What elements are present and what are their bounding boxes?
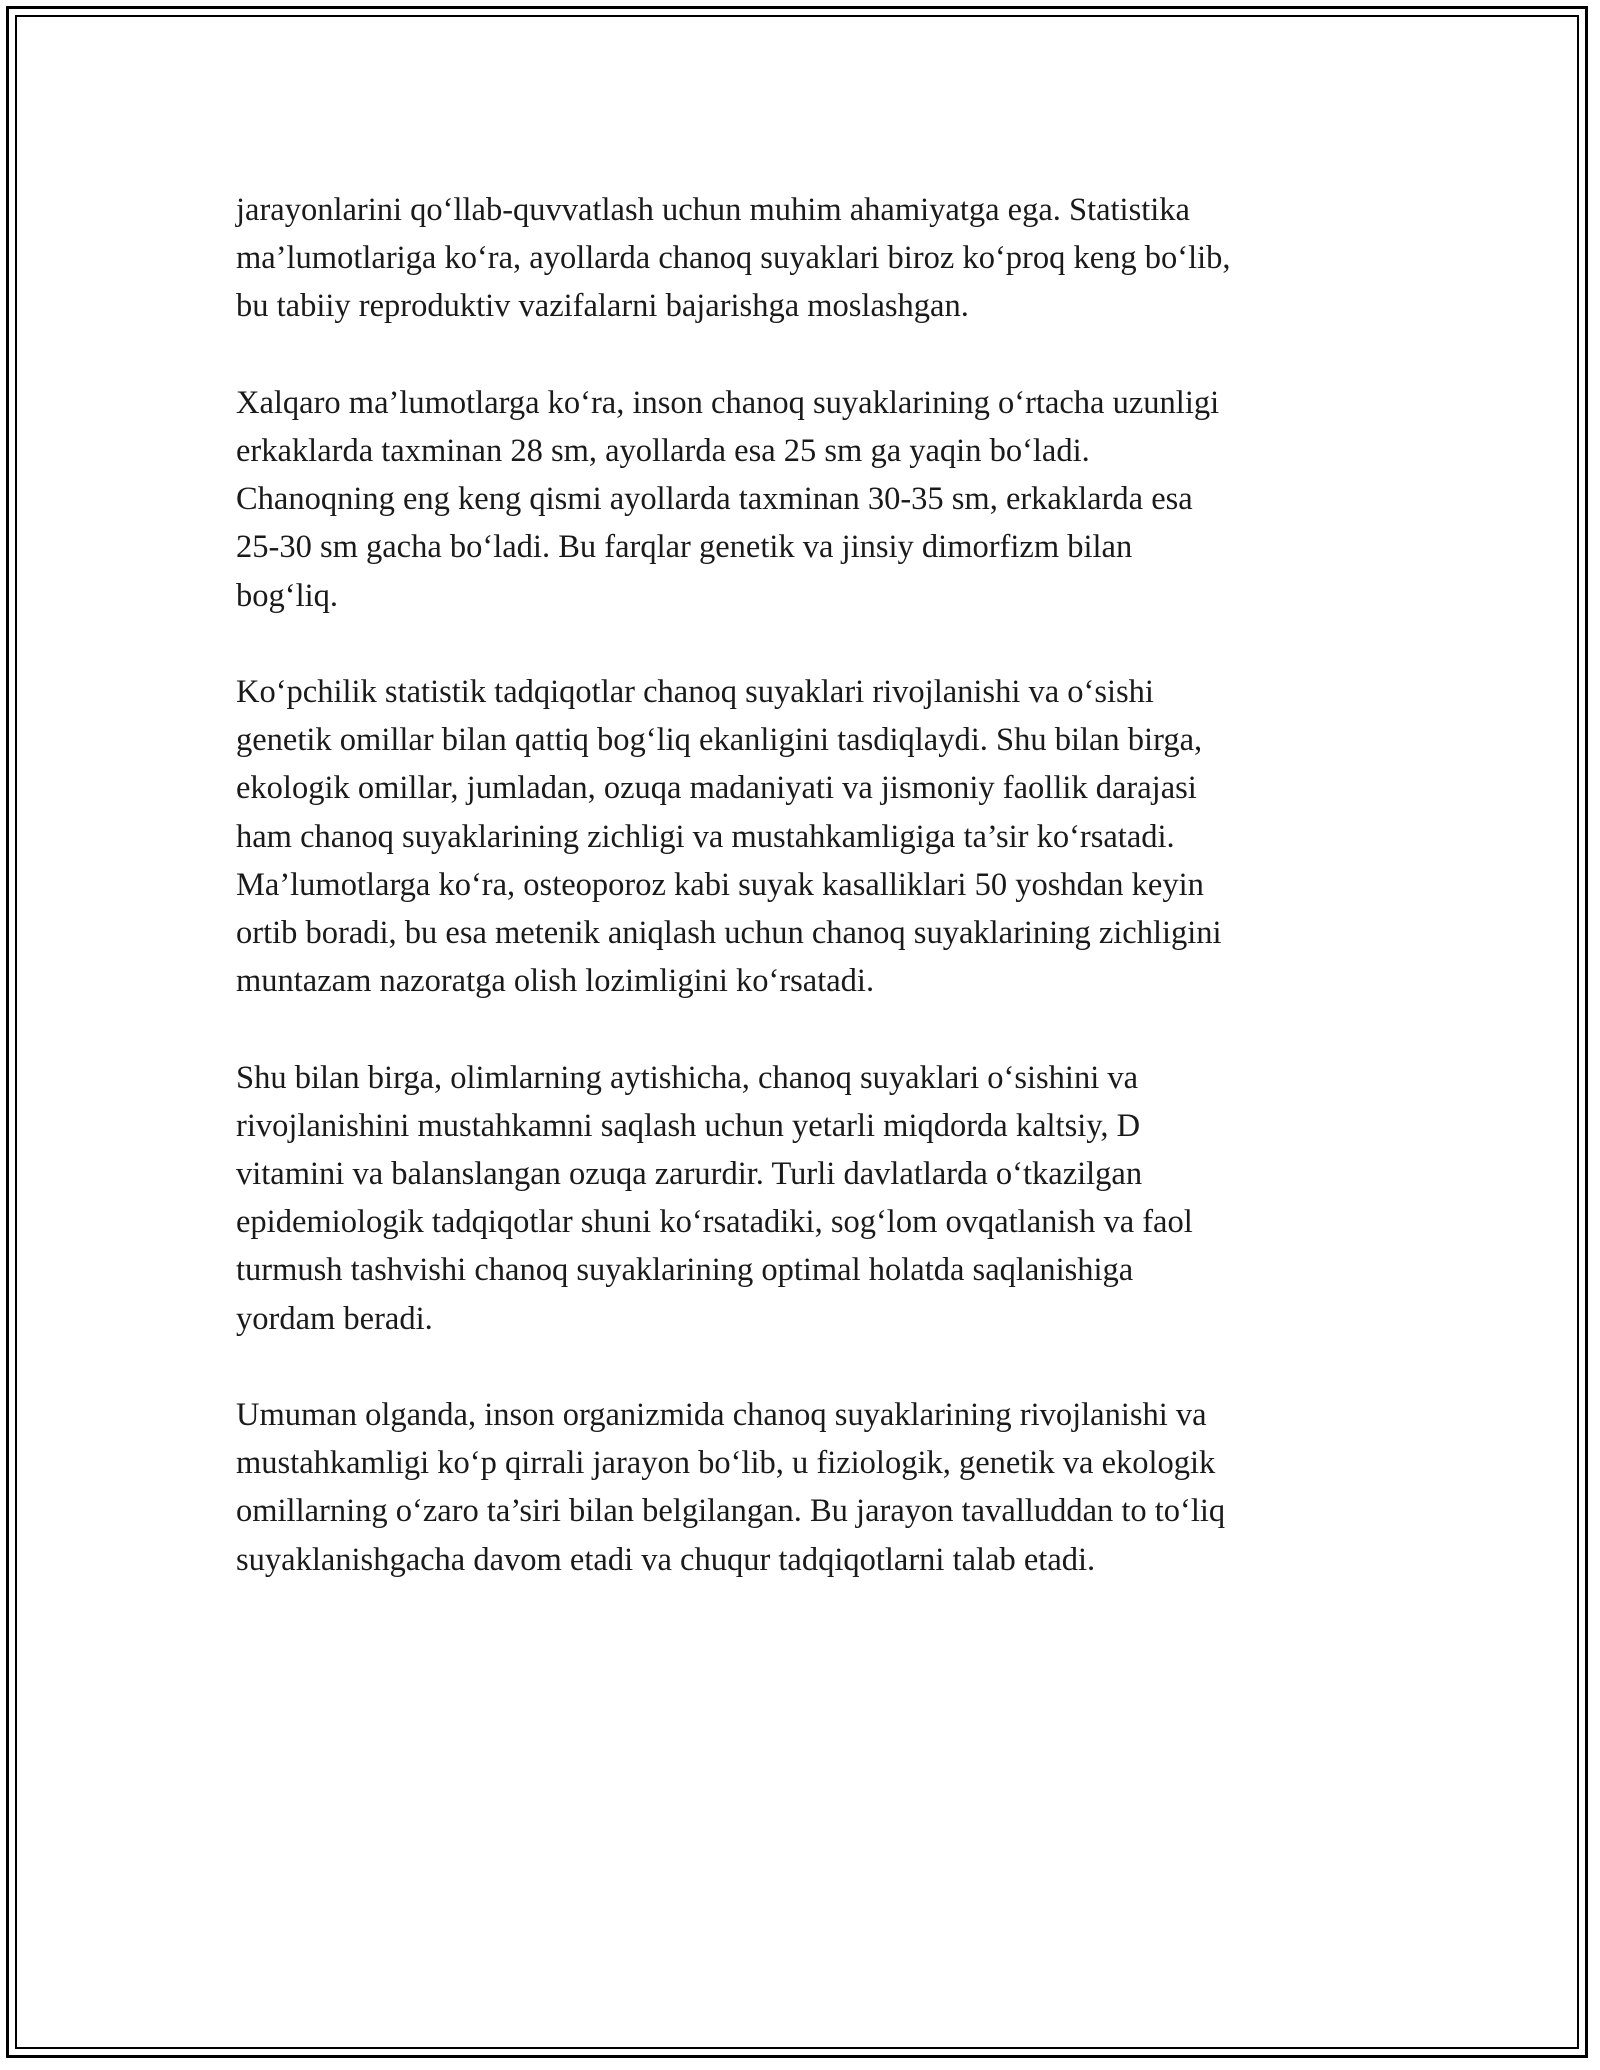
document-body <box>236 186 1366 1632</box>
paragraph-5: Umuman olganda, inson organizmida chanoq suyaklarining rivojlanishi va mustahkamligi ko‘p qirrali jarayon bo‘lib, u fiziologik, genetik va ekologik omillarning o‘zaro ta’siri bilan belgilangan. Bu jarayon tavalluddan to to‘liq suyaklanishgacha davom etadi va chuqur tadqiqotlarni talab etadi. <box>236 1397 1226 1578</box>
paragraph-3: Ko‘pchilik statistik tadqiqotlar chanoq suyaklari rivojlanishi va o‘sishi genetik omillar bilan qattiq bog‘liq ekanligini tasdiqlaydi. Shu bilan birga, ekologik omillar, jumladan, ozuqa madaniyati va jismoniy faollik darajasi ham chanoq suyaklarining zichligi va mustahkamligiga ta’sir ko‘rsatadi. Ma’lumotlarga ko‘ra, osteoporoz kabi suyak kasalliklari 50 yoshdan keyin ortib boradi, bu esa metenik aniqlash uchun chanoq suyaklarining zichligini muntazam nazoratga olish lozimligini ko‘rsatadi. <box>236 674 1222 1000</box>
paragraph-4: Shu bilan birga, olimlarning aytishicha, chanoq suyaklari o‘sishini va rivojlanishini mustahkamni saqlash uchun yetarli miqdorda kaltsiy, D vitamini va balanslangan ozuqa zarurdir. Turli davlatlarda o‘tkazilgan epidemiologik tadqiqotlar shuni ko‘rsatadiki, sog‘lom ovqatlanish va faol turmush tashvishi chanoq suyaklarining optimal holatda saqlanishiga yordam beradi. <box>236 1059 1193 1337</box>
paragraph-2: Xalqaro ma’lumotlarga ko‘ra, inson chanoq suyaklarining o‘rtacha uzunligi erkaklarda taxminan 28 sm, ayollarda esa 25 sm ga yaqin bo‘ladi. Chanoqning eng keng qismi ayollarda taxminan 30-35 sm, erkaklarda esa 25-30 sm gacha bo‘ladi. Bu farqlar genetik va jinsiy dimorfizm bilan bog‘liq. <box>236 384 1220 614</box>
paragraph-1: jarayonlarini qo‘llab-quvvatlash uchun muhim ahamiyatga ega. Statistika ma’lumotlariga ko‘ra, ayollarda chanoq suyaklari biroz ko‘proq keng bo‘lib, bu tabiiy reproduktiv vazifalarni bajarishga moslashgan. <box>236 192 1231 325</box>
